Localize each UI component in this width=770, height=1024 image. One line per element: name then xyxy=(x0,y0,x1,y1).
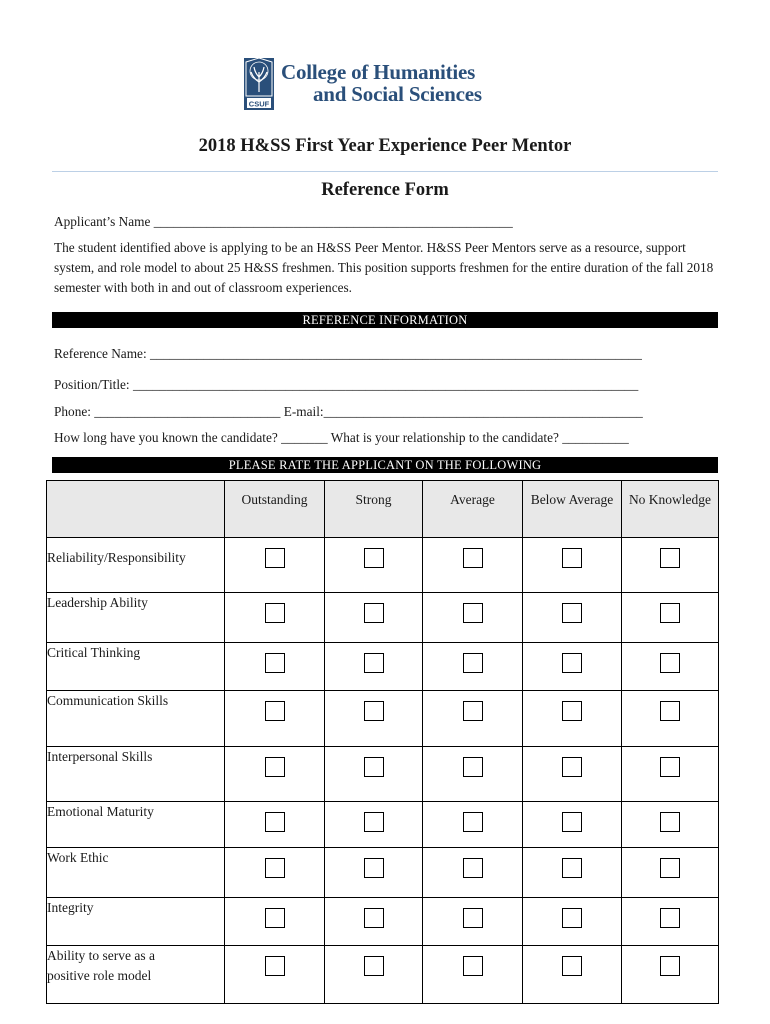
checkbox-no-knowledge[interactable] xyxy=(660,858,680,878)
known-relationship-field[interactable]: How long have you known the candidate? _______ What is your relationship to the candidate? __________ xyxy=(54,430,629,445)
checkbox-outstanding[interactable] xyxy=(265,701,285,721)
rating-header-row xyxy=(47,481,719,538)
table-row xyxy=(47,538,719,593)
checkbox-below-average[interactable] xyxy=(562,653,582,673)
divider xyxy=(52,171,718,172)
checkbox-strong[interactable] xyxy=(364,653,384,673)
checkbox-below-average[interactable] xyxy=(562,701,582,721)
column-strong: Strong xyxy=(325,481,423,538)
checkbox-no-knowledge[interactable] xyxy=(660,653,680,673)
checkbox-strong[interactable] xyxy=(364,812,384,832)
checkbox-no-knowledge[interactable] xyxy=(660,908,680,928)
table-row xyxy=(47,802,719,848)
checkbox-average[interactable] xyxy=(463,908,483,928)
csuf-seal-icon xyxy=(244,58,274,110)
criterion-label: Leadership Ability xyxy=(47,593,225,643)
checkbox-outstanding[interactable] xyxy=(265,812,285,832)
logo-line-2: and Social Sciences xyxy=(313,82,482,106)
checkbox-below-average[interactable] xyxy=(562,812,582,832)
position-title-field[interactable]: Position/Title: ____________________________________________________________________________ xyxy=(54,377,639,392)
checkbox-no-knowledge[interactable] xyxy=(660,757,680,777)
rating-table xyxy=(46,480,719,1004)
criterion-label: Emotional Maturity xyxy=(47,802,225,848)
checkbox-strong[interactable] xyxy=(364,956,384,976)
checkbox-average[interactable] xyxy=(463,603,483,623)
criteria-header xyxy=(47,481,225,538)
criterion-label: Interpersonal Skills xyxy=(47,747,225,802)
checkbox-below-average[interactable] xyxy=(562,908,582,928)
table-row xyxy=(47,848,719,898)
criterion-label: Ability to serve as a positive role model xyxy=(47,946,225,1004)
phone-email-field[interactable]: Phone: ____________________________ E-mail:________________________________________________ xyxy=(54,404,643,419)
table-row xyxy=(47,946,719,1004)
college-logo xyxy=(244,58,514,112)
checkbox-average[interactable] xyxy=(463,812,483,832)
checkbox-below-average[interactable] xyxy=(562,956,582,976)
checkbox-strong[interactable] xyxy=(364,858,384,878)
criterion-label: Work Ethic xyxy=(47,848,225,898)
reference-info-header: REFERENCE INFORMATION xyxy=(52,312,718,328)
rating-header: PLEASE RATE THE APPLICANT ON THE FOLLOWING xyxy=(52,457,718,473)
checkbox-strong[interactable] xyxy=(364,757,384,777)
page-title: 2018 H&SS First Year Experience Peer Mentor xyxy=(198,136,572,156)
checkbox-below-average[interactable] xyxy=(562,548,582,568)
table-row xyxy=(47,593,719,643)
checkbox-strong[interactable] xyxy=(364,603,384,623)
checkbox-strong[interactable] xyxy=(364,908,384,928)
column-no-knowledge: No Knowledge xyxy=(622,481,719,538)
checkbox-below-average[interactable] xyxy=(562,757,582,777)
checkbox-average[interactable] xyxy=(463,653,483,673)
column-below-average: Below Average xyxy=(523,481,622,538)
checkbox-average[interactable] xyxy=(463,701,483,721)
checkbox-outstanding[interactable] xyxy=(265,908,285,928)
seal-label: CSUF xyxy=(248,99,270,109)
applicant-description: The student identified above is applying to be an H&SS Peer Mentor. H&SS Peer Mentors serve as a resource, support system, and role model to about 25 H&SS freshmen. This position supports freshmen for the entire duration of the fall 2018 semester with both in and out of classroom experiences. xyxy=(54,240,714,295)
checkbox-outstanding[interactable] xyxy=(265,757,285,777)
table-row xyxy=(47,898,719,946)
column-outstanding: Outstanding xyxy=(225,481,325,538)
checkbox-no-knowledge[interactable] xyxy=(660,548,680,568)
checkbox-below-average[interactable] xyxy=(562,858,582,878)
checkbox-outstanding[interactable] xyxy=(265,548,285,568)
checkbox-below-average[interactable] xyxy=(562,603,582,623)
column-average: Average xyxy=(423,481,523,538)
form-subtitle: Reference Form xyxy=(321,180,449,200)
logo-line-1: College of Humanities xyxy=(281,60,476,84)
reference-name-field[interactable]: Reference Name: __________________________________________________________________________ xyxy=(54,346,642,361)
criterion-label: Reliability/Responsibility xyxy=(47,538,225,593)
table-row xyxy=(47,747,719,802)
checkbox-average[interactable] xyxy=(463,548,483,568)
table-row xyxy=(47,691,719,747)
checkbox-average[interactable] xyxy=(463,858,483,878)
criterion-label: Integrity xyxy=(47,898,225,946)
checkbox-average[interactable] xyxy=(463,757,483,777)
table-row xyxy=(47,643,719,691)
checkbox-strong[interactable] xyxy=(364,701,384,721)
checkbox-no-knowledge[interactable] xyxy=(660,701,680,721)
checkbox-outstanding[interactable] xyxy=(265,858,285,878)
applicant-name-field[interactable]: Applicant’s Name ______________________________________________________ xyxy=(54,214,513,229)
checkbox-outstanding[interactable] xyxy=(265,956,285,976)
criterion-label: Critical Thinking xyxy=(47,643,225,691)
checkbox-no-knowledge[interactable] xyxy=(660,956,680,976)
criterion-label: Communication Skills xyxy=(47,691,225,747)
checkbox-no-knowledge[interactable] xyxy=(660,812,680,832)
checkbox-outstanding[interactable] xyxy=(265,653,285,673)
checkbox-outstanding[interactable] xyxy=(265,603,285,623)
checkbox-strong[interactable] xyxy=(364,548,384,568)
checkbox-no-knowledge[interactable] xyxy=(660,603,680,623)
checkbox-average[interactable] xyxy=(463,956,483,976)
